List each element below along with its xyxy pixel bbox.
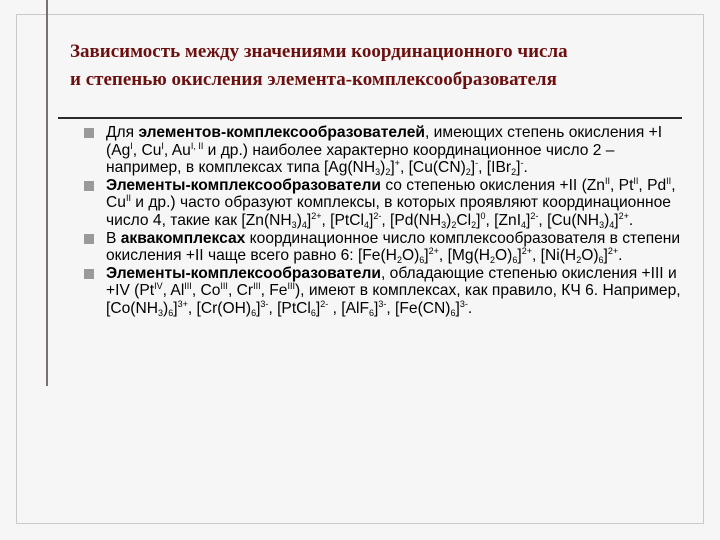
- subscript: 4: [609, 219, 615, 230]
- text-run: .: [523, 159, 528, 177]
- subscript: 6: [251, 307, 257, 318]
- superscript: I: [130, 140, 133, 151]
- superscript: III: [253, 281, 261, 292]
- text-run: , Al: [162, 282, 185, 300]
- square-bullet-icon: [84, 181, 94, 191]
- superscript: I, II: [190, 140, 204, 151]
- text-run: ]: [455, 299, 460, 317]
- text-run: ): [296, 211, 302, 229]
- square-bullet-icon: [84, 128, 94, 138]
- text-run: ]: [374, 299, 379, 317]
- text-run: , [Cr(OH): [187, 299, 252, 317]
- subscript: 3: [599, 219, 605, 230]
- square-bullet-icon: [84, 234, 94, 244]
- subscript: 2: [451, 219, 457, 230]
- bullet-item: [84, 124, 694, 177]
- bold-term: элементов-комплексообразователей: [138, 124, 425, 141]
- text-run: , [PtCl: [268, 299, 311, 317]
- subscript: 4: [521, 219, 527, 230]
- superscript: 2-: [530, 210, 539, 221]
- text-run: , [Mg(H: [438, 247, 491, 265]
- text-run: ]: [173, 299, 178, 317]
- subscript: 3: [441, 219, 447, 230]
- text-run: , Pt: [610, 176, 634, 194]
- text-run: , [Cu(NH: [538, 211, 600, 229]
- text-run: , [Fe(CN): [386, 299, 451, 317]
- superscript: 3+: [177, 298, 188, 309]
- text-run: , Pd: [638, 176, 667, 194]
- slide-title: [70, 38, 700, 94]
- text-run: и др.) часто образуют комплексы, в которых проявляют координационное число 4, такие как [Zn(NH: [106, 194, 671, 229]
- text-run: , [Cu(CN): [399, 159, 466, 177]
- subscript: 2: [396, 255, 402, 266]
- text-run: ): [604, 211, 610, 229]
- subscript: 2: [490, 255, 496, 266]
- text-run: , [ZnI: [485, 211, 522, 229]
- superscript: -: [475, 158, 479, 169]
- text-run: ): [446, 211, 452, 229]
- text-run: , Au: [163, 141, 191, 159]
- text-run: ): [163, 299, 169, 317]
- text-run: , имеющих степень окисления +I (Ag: [106, 124, 663, 159]
- superscript: II: [633, 175, 639, 186]
- subscript: 2: [576, 255, 582, 266]
- subscript: 6: [598, 255, 604, 266]
- superscript: III: [184, 281, 192, 292]
- text-run: , Cu: [106, 176, 676, 212]
- text-run: ]: [603, 247, 608, 265]
- text-run: Для: [106, 124, 139, 141]
- text-run: O): [401, 247, 420, 265]
- subscript: 6: [419, 255, 425, 266]
- superscript: II: [666, 175, 672, 186]
- subscript: 3: [157, 307, 163, 318]
- text-run: , Cu: [132, 141, 162, 159]
- superscript: 3-: [459, 298, 468, 309]
- text-run: ), имеют в комплексах, как правило, КЧ 6. Например, [Co(NH: [106, 282, 681, 317]
- subscript: 6: [369, 307, 375, 318]
- superscript: 3-: [378, 298, 387, 309]
- subscript: 2: [465, 167, 471, 178]
- text-run: , Cr: [227, 282, 254, 300]
- text-run: ]: [424, 247, 429, 265]
- subscript: 4: [363, 219, 369, 230]
- text-run: .: [618, 247, 623, 265]
- bullet-list: [84, 124, 694, 318]
- subscript: 2: [511, 167, 517, 178]
- text-run: ]: [470, 159, 476, 177]
- superscript: III: [220, 281, 228, 292]
- title-divider: [58, 117, 682, 119]
- text-run: ]: [390, 159, 395, 177]
- text-run: O): [581, 247, 599, 265]
- subscript: 2: [471, 219, 477, 230]
- text-run: O): [495, 247, 513, 265]
- text-run: , Fe: [260, 282, 288, 300]
- text-run: , [PtCl: [321, 211, 364, 229]
- text-run: Cl: [456, 211, 472, 229]
- vertical-accent-line: [46, 0, 48, 386]
- bold-term: Элементы-комплексообразователи: [106, 176, 381, 194]
- subscript: 3: [375, 167, 381, 178]
- text-run: ]: [526, 211, 531, 229]
- superscript: -: [520, 158, 524, 169]
- text-run: координационное число комплексообразователя в степени окисления +II чаще всего равно 6: [Fe(H: [106, 229, 681, 265]
- title-line-2: и степенью окисления элемента-комплексообразователя: [70, 69, 557, 90]
- bullet-item: [84, 230, 694, 265]
- superscript: 2-: [320, 298, 329, 309]
- bold-term: аквакомплексах: [120, 229, 246, 247]
- subscript: 3: [291, 219, 297, 230]
- text-run: ]: [516, 159, 521, 177]
- text-run: , [Pd(NH: [381, 211, 442, 229]
- superscript: 3-: [260, 298, 269, 309]
- superscript: +: [394, 158, 400, 169]
- superscript: 2+: [521, 246, 532, 257]
- superscript: IV: [154, 281, 163, 292]
- square-bullet-icon: [84, 269, 94, 279]
- text-run: ): [380, 159, 386, 177]
- text-run: ]: [315, 299, 321, 317]
- text-run: В: [106, 229, 121, 247]
- superscript: II: [125, 193, 131, 204]
- text-run: .: [628, 211, 634, 229]
- bold-term: Элементы-комплексообразователи: [106, 264, 381, 282]
- superscript: 2-: [373, 210, 382, 221]
- subscript: 4: [301, 219, 307, 230]
- text-run: ]: [306, 211, 312, 229]
- superscript: II: [604, 175, 610, 186]
- text-run: ]: [614, 211, 619, 229]
- text-run: , обладающие степенью окисления +III и +IV (Pt: [106, 264, 677, 300]
- subscript: 6: [512, 255, 518, 266]
- superscript: 2+: [311, 210, 322, 221]
- text-run: .: [467, 299, 473, 317]
- subscript: 6: [168, 307, 174, 318]
- text-run: ]: [256, 299, 261, 317]
- bullet-item: [84, 177, 694, 230]
- superscript: 2+: [607, 246, 619, 257]
- text-run: ]: [369, 211, 374, 229]
- subscript: 6: [310, 307, 316, 318]
- text-run: , [AlF: [328, 299, 370, 317]
- text-run: ]: [476, 211, 481, 229]
- text-run: со степенью окисления +II (Zn: [380, 176, 605, 194]
- title-line-1: Зависимость между значениями координационного числа: [70, 41, 568, 62]
- superscript: 0: [480, 210, 486, 221]
- text-run: , [Ni(H: [532, 247, 577, 265]
- text-run: , [IBr: [478, 159, 512, 177]
- superscript: 2+: [428, 246, 439, 257]
- superscript: I: [161, 140, 164, 151]
- superscript: III: [287, 281, 295, 292]
- bullet-item: [84, 265, 694, 318]
- superscript: 2+: [618, 210, 629, 221]
- subscript: 6: [450, 307, 456, 318]
- text-run: и др.) наиболее характерно координационное число 2 – например, в комплексах типа [Ag(NH: [106, 141, 615, 177]
- subscript: 2: [385, 167, 391, 178]
- text-run: , Co: [191, 282, 221, 300]
- text-run: ]: [517, 247, 522, 265]
